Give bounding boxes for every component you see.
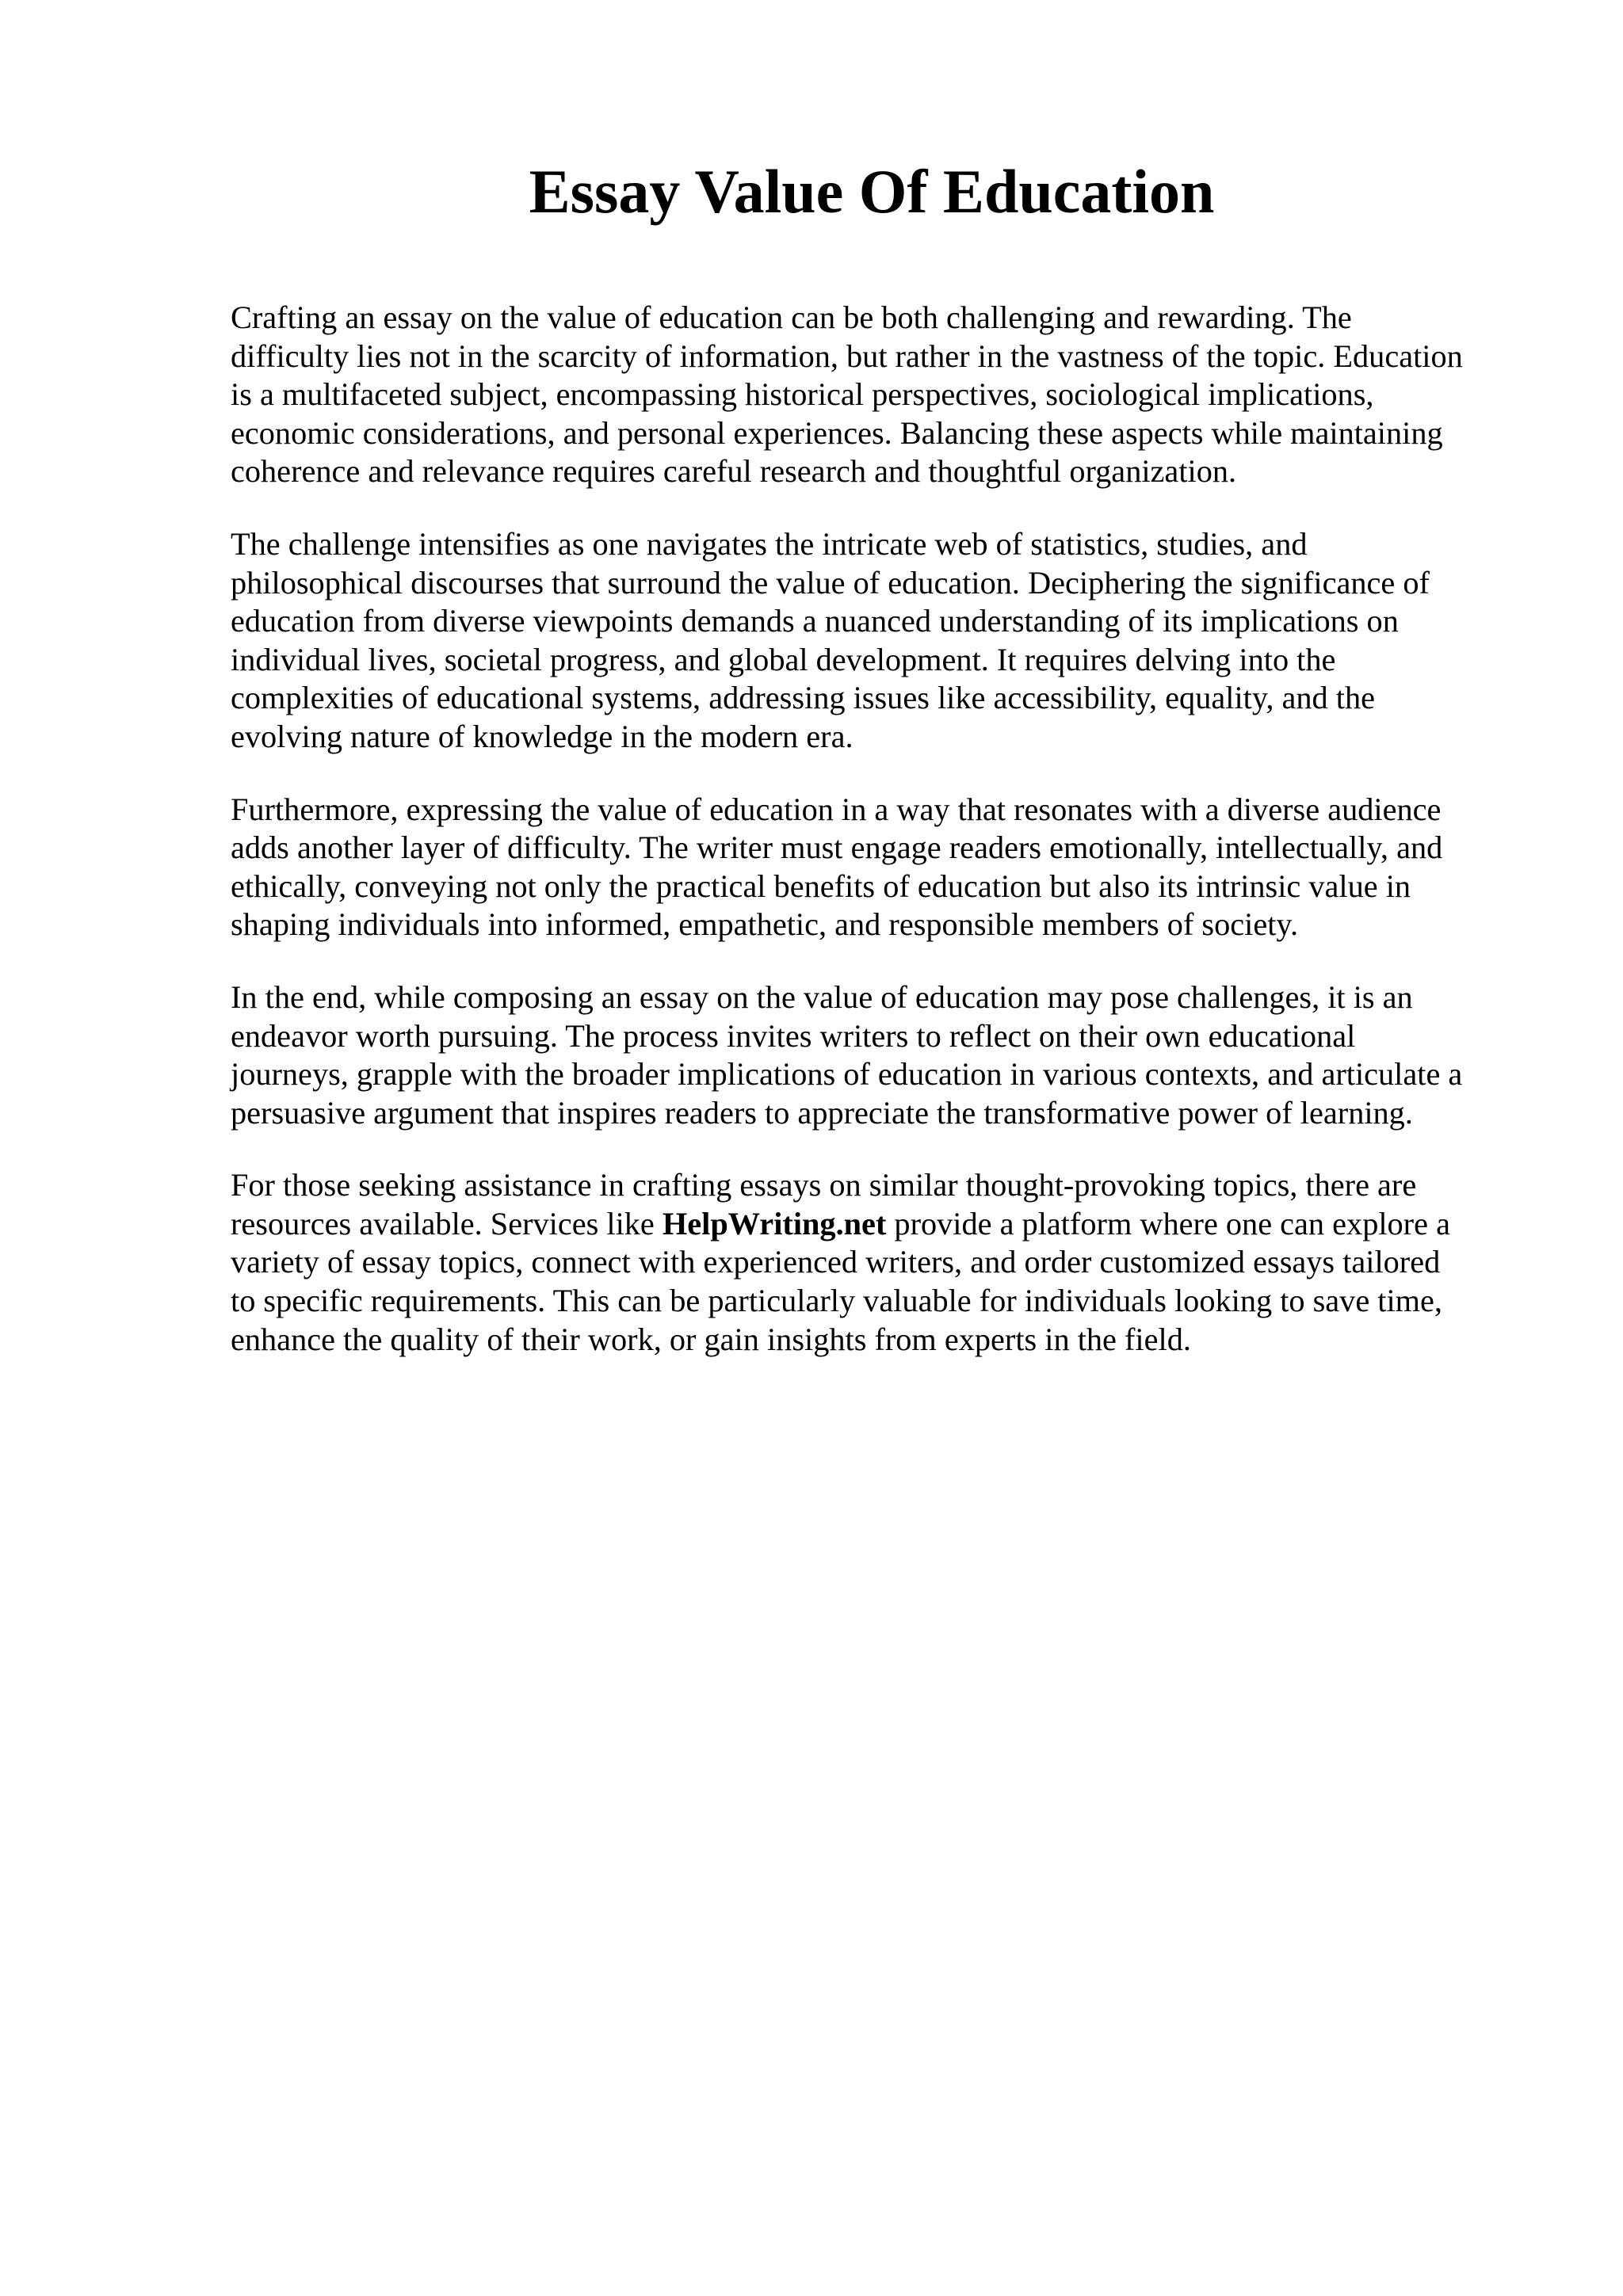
text-line: to specific requirements. This can be particularly valuable for individuals looking to save time, bbox=[231, 1283, 1442, 1319]
text-line: philosophical discourses that surround the value of education. Deciphering the significance of bbox=[231, 564, 1430, 601]
document-title: Essay Value Of Education bbox=[529, 157, 1215, 226]
text-line-with-link bbox=[231, 1205, 1499, 1244]
text-line: ethically, conveying not only the practical benefits of education but also its intrinsic value in bbox=[231, 868, 1411, 904]
text-line: economic considerations, and personal experiences. Balancing these aspects while maintaining bbox=[231, 414, 1443, 451]
text-segment: provide a platform where one can explore a bbox=[886, 1205, 1450, 1241]
text-line: In the end, while composing an essay on the value of education may pose challenges, it is an bbox=[231, 978, 1413, 1015]
paragraph-2 bbox=[231, 525, 1499, 757]
paragraph-3 bbox=[231, 791, 1499, 944]
paragraph-5 bbox=[231, 1166, 1499, 1359]
text-line: coherence and relevance requires careful research and thoughtful organization. bbox=[231, 453, 1237, 490]
text-line: difficulty lies not in the scarcity of information, but rather in the vastness of the topic. Education bbox=[231, 338, 1463, 374]
paragraph-1 bbox=[231, 299, 1499, 491]
text-line: endeavor worth pursuing. The process invites writers to reflect on their own educational bbox=[231, 1017, 1356, 1054]
text-line: The challenge intensifies as one navigates the intricate web of statistics, studies, and bbox=[231, 525, 1308, 562]
text-line: is a multifaceted subject, encompassing historical perspectives, sociological implications, bbox=[231, 376, 1374, 413]
document-body bbox=[231, 299, 1499, 1393]
text-line: evolving nature of knowledge in the modern era. bbox=[231, 718, 854, 754]
text-line: persuasive argument that inspires readers to appreciate the transformative power of learning. bbox=[231, 1094, 1413, 1131]
text-line: variety of essay topics, connect with experienced writers, and order customized essays tailored bbox=[231, 1244, 1441, 1280]
paragraph-4 bbox=[231, 978, 1499, 1132]
text-line: complexities of educational systems, addressing issues like accessibility, equality, and the bbox=[231, 680, 1375, 716]
text-line: Furthermore, expressing the value of education in a way that resonates with a diverse audience bbox=[231, 791, 1442, 827]
text-line: education from diverse viewpoints demands a nuanced understanding of its implications on bbox=[231, 603, 1399, 639]
text-line: journeys, grapple with the broader implications of education in various contexts, and articulate a bbox=[231, 1056, 1463, 1093]
text-line: For those seeking assistance in crafting essays on similar thought-provoking topics, there are bbox=[231, 1167, 1417, 1203]
text-segment: resources available. Services like bbox=[231, 1205, 663, 1241]
text-line: enhance the quality of their work, or gain insights from experts in the field. bbox=[231, 1321, 1191, 1357]
text-line: individual lives, societal progress, and global development. It requires delving into the bbox=[231, 641, 1336, 677]
text-line: Crafting an essay on the value of education can be both challenging and rewarding. The bbox=[231, 299, 1352, 335]
text-line: shaping individuals into informed, empathetic, and responsible members of society. bbox=[231, 906, 1299, 943]
text-line: adds another layer of difficulty. The writer must engage readers emotionally, intellectually, and bbox=[231, 830, 1443, 866]
helpwriting-brand-text: HelpWriting.net bbox=[662, 1205, 887, 1241]
